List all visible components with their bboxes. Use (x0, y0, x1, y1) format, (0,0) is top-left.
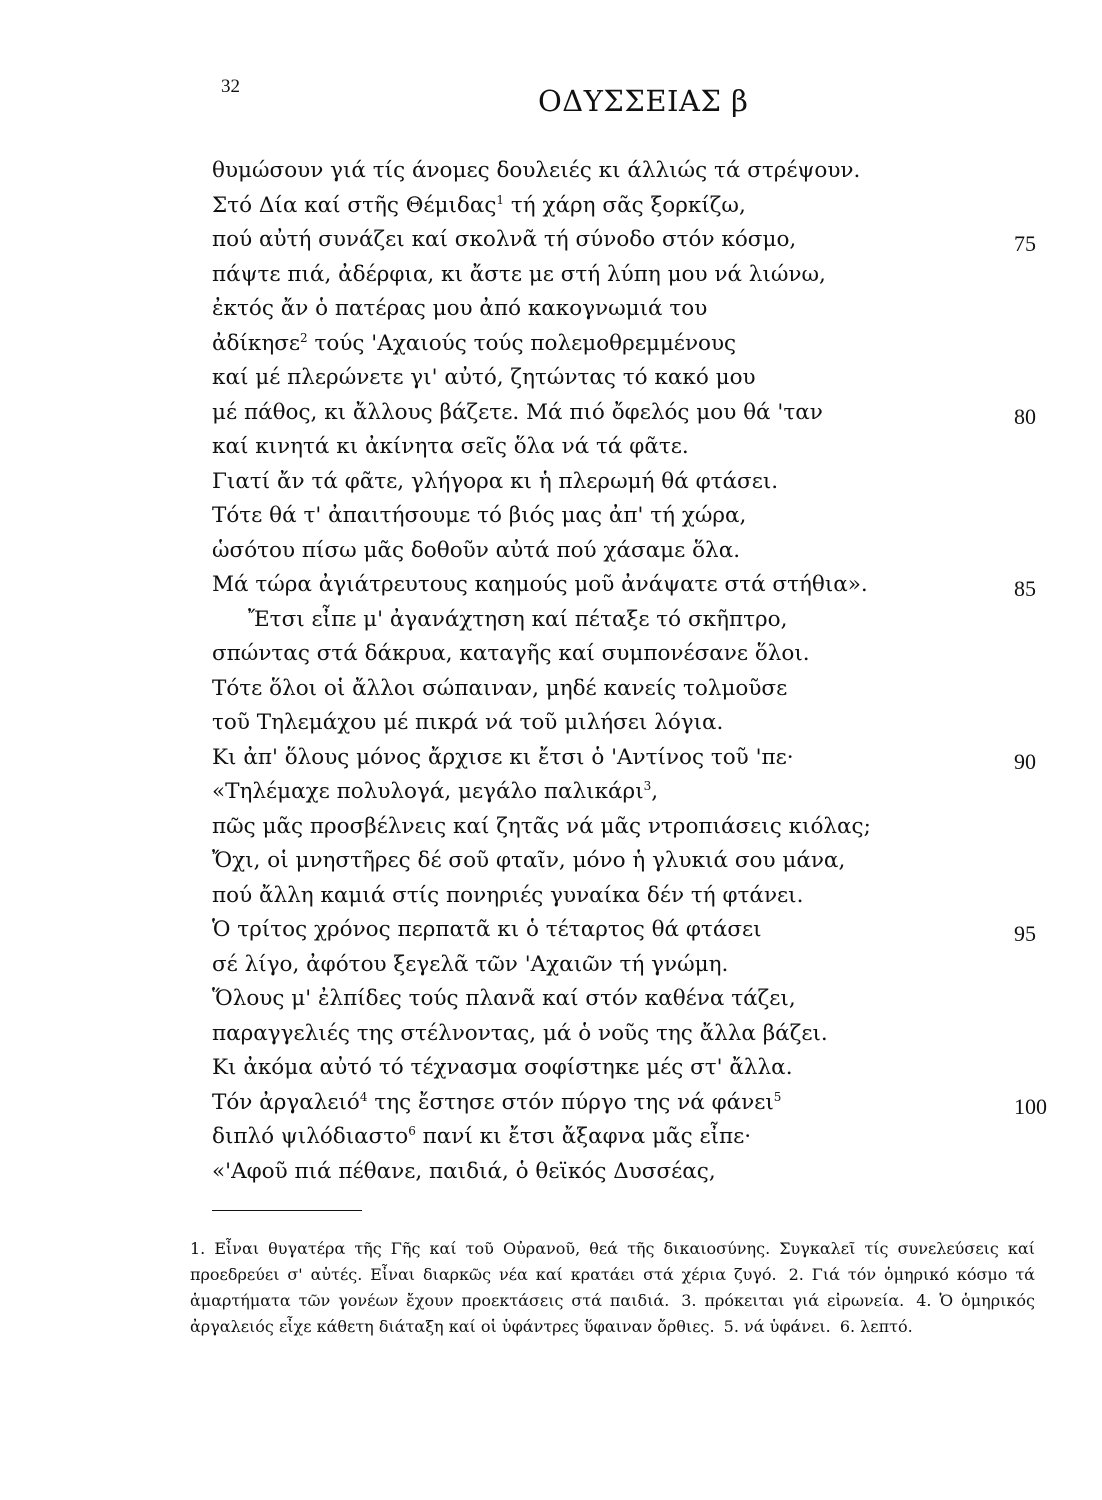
footnote-marker: 5 (773, 1089, 782, 1104)
footnote: 4. Ὁ ὁμηρικός ἀργαλειός εἶχε κάθετη διάταξη καί οἱ ὑφάντρες ὕφαιναν ὄρθιες. (190, 1291, 1036, 1336)
verse-line (212, 810, 1062, 845)
line-number: 90 (1014, 748, 1036, 774)
verse-text-part: καί μέ πλερώνετε γι' αὐτό, ζητώντας τό κακό μου (212, 365, 756, 390)
verse-text-part: πάψτε πιά, ἀδέρφια, κι ἄστε με στή λύπη μου νά λιώνω, (212, 261, 826, 287)
verse-text (212, 607, 787, 632)
verse-text-part: πῶς μᾶς προσβέλνεις καί ζητᾶς νά μᾶς ντροπιάσεις κιόλας; (212, 813, 871, 839)
verse-text-part: «Τηλέμαχε πολυλογά, μεγάλο παλικάρι (212, 779, 644, 804)
verse-text-part: Κι ἀκόμα αὐτό τό τέχνασμα σοφίστηκε μές στ' ἄλλα. (212, 1055, 793, 1080)
verse-text-part: Κι ἀπ' ὅλους μόνος ἄρχισε κι ἔτσι ὁ 'Αντίνος τοῦ 'πε· (212, 744, 794, 770)
verse-text (212, 365, 756, 390)
footnote-marker: 2 (300, 330, 308, 345)
verse-text-part: της ἔστησε στόν πύργο της νά φάνει (367, 1089, 774, 1115)
verse-text (212, 1124, 751, 1149)
verse-text-part: Γιατί ἄν τά φᾶτε, γλήγορα κι ἡ πλερωμή θά φτάσει. (212, 468, 779, 494)
verse-text-part: σπώντας στά δάκρυα, καταγῆς καί συμπονέσανε ὅλοι. (212, 641, 810, 666)
verse-text-part: ὡσότου πίσω μᾶς δοθοῦν αὐτά πού χάσαμε ὅλα. (212, 537, 741, 563)
verse-text-part: τή χάρη σᾶς ξορκίζω, (504, 192, 746, 218)
verse-text-part: τοῦ Τηλεμάχου μέ πικρά νά τοῦ μιλήσει λόγια. (212, 710, 724, 735)
verse-text (212, 1021, 828, 1046)
verse-line (212, 913, 1062, 948)
verse-text-part: Τόν ἀργαλειό (212, 1089, 360, 1115)
verse-text-part: «'Αφοῦ πιά πέθανε, παιδιά, ὁ θεϊκός Δυσσέας, (212, 1158, 716, 1184)
verse-text-part: Μά τώρα ἀγιάτρευτους καημούς μοῦ ἀνάψατε στά στήθια». (212, 572, 868, 597)
verse-line (212, 879, 1062, 914)
verse-line (212, 741, 1062, 776)
verse-line (212, 568, 1062, 603)
verse-text (212, 158, 860, 183)
verse-text-part: Ὄχι, οἱ μνηστῆρες δέ σοῦ φταῖν, μόνο ἡ γλυκιά σου μάνα, (212, 848, 846, 873)
line-number: 80 (1014, 403, 1036, 429)
verse-line (212, 844, 1062, 879)
verse-text (212, 814, 871, 839)
verse-text-part: σέ λίγο, ἀφότου ξεγελᾶ τῶν 'Αχαιῶν τή γνώμη. (212, 951, 729, 977)
footnote: 6. λεπτό. (839, 1317, 913, 1336)
verse-line (212, 775, 1062, 810)
verse-line (212, 1051, 1062, 1086)
verse-text-part: Στό Δία καί στῆς Θέμιδας (212, 192, 497, 218)
verse-text (212, 227, 796, 252)
verse-line (212, 258, 1062, 293)
verse-line (212, 154, 1062, 189)
verse-block (212, 154, 1062, 1189)
verse-line (212, 637, 1062, 672)
verse-text (212, 848, 845, 873)
verse-text-part: καί κινητά κι ἀκίνητα σεῖς ὅλα νά τά φᾶτε. (212, 434, 689, 459)
footnote-marker: 6 (408, 1123, 416, 1138)
verse-text-part: ἀδίκησε (212, 330, 301, 356)
verse-text-part: Ἔτσι εἶπε μ' ἀγανάχτηση καί πέταξε τό σκῆπτρο, (248, 606, 788, 632)
verse-text (212, 538, 740, 563)
verse-text-part: πού αὐτή συνάζει καί σκολνᾶ τή σύνοδο στόν κόσμο, (212, 227, 797, 252)
verse-line (212, 327, 1062, 362)
verse-line (212, 396, 1062, 431)
verse-line (212, 465, 1062, 500)
footnote: 2. Γιά τόν ὁμηρικό κόσμο τά ἁμαρτήματα τῶν γονέων ἔχουν προεκτάσεις στά παιδιά. (190, 1265, 1035, 1310)
verse-text (212, 503, 746, 528)
verse-line (212, 292, 1062, 327)
verse-text (212, 883, 803, 908)
verse-text-part: , (651, 779, 659, 804)
verse-text-part: Ὁ τρίτος χρόνος περπατᾶ κι ὁ τέταρτος θά φτάσει (212, 917, 762, 942)
verse-text (212, 952, 728, 977)
verse-text-part: Ὅλους μ' ἐλπίδες τούς πλανᾶ καί στόν καθένα τάζει, (212, 986, 796, 1011)
footnote: 1. Εἶναι θυγατέρα τῆς Γῆς καί τοῦ Οὐρανοῦ, θεά τῆς δικαιοσύνης. Συγκαλεῖ τίς συνελεύσεις καί προεδρεύει σ' αὐτές. Εἶναι διαρκῶς νέα καί κρατάει στά χέρια ζυγό. (190, 1239, 1035, 1284)
verse-text-part: Τότε θά τ' ἀπαιτήσουμε τό βιός μας ἀπ' τή χώρα, (212, 503, 747, 528)
verse-text (212, 400, 823, 425)
verse-line (212, 223, 1062, 258)
footnote-marker: 1 (496, 192, 505, 207)
verse-line (212, 499, 1062, 534)
verse-text-part: Τότε ὅλοι οἱ ἄλλοι σώπαιναν, μηδέ κανείς τολμοῦσε (212, 675, 788, 701)
verse-line (212, 430, 1062, 465)
verse-text (212, 917, 762, 942)
verse-line (212, 672, 1062, 707)
verse-line (212, 982, 1062, 1017)
line-number: 75 (1014, 231, 1036, 256)
footnote-divider (212, 1210, 362, 1211)
verse-text-part: θυμώσουν γιά τίς άνομες δουλειές κι άλλιώς τά στρέψουν. (212, 158, 861, 183)
page-number: 32 (221, 76, 240, 97)
verse-text (212, 434, 689, 459)
verse-text (212, 469, 778, 494)
page-title: ΟΔΥΣΣΕΙΑΣ β (538, 84, 749, 118)
verse-text (212, 676, 787, 701)
verse-line (212, 706, 1062, 741)
footnote-marker: 3 (643, 778, 652, 793)
verse-text (212, 986, 796, 1011)
verse-text (212, 193, 746, 218)
verse-text (212, 1159, 716, 1184)
verse-text (212, 779, 658, 804)
verse-text-part: τούς 'Αχαιούς τούς πολεμοθρεμμένους (307, 330, 737, 356)
verse-line (212, 1155, 1062, 1190)
footnote: 5. νά ὑφάνει. (723, 1317, 831, 1336)
line-number: 100 (1014, 1093, 1047, 1119)
verse-text (212, 745, 794, 770)
verse-text-part: παραγγελιές της στέλνοντας, μά ὁ νοῦς της ἄλλα βάζει. (212, 1020, 828, 1046)
verse-text-part: ἐκτός ἄν ὁ πατέρας μου ἀπό κακογνωμιά του (212, 296, 708, 321)
verse-line (212, 1086, 1062, 1121)
verse-line (212, 1120, 1062, 1155)
footnotes (190, 1236, 1035, 1340)
verse-line (212, 603, 1062, 638)
verse-text (212, 331, 736, 356)
verse-line (212, 948, 1062, 983)
verse-text (212, 262, 826, 287)
verse-text (212, 572, 868, 597)
verse-text (212, 296, 707, 321)
verse-text (212, 1090, 781, 1115)
verse-text-part: πανί κι ἔτσι ἄξαφνα μᾶς εἶπε· (415, 1124, 752, 1149)
verse-text (212, 710, 723, 735)
verse-text (212, 1055, 793, 1080)
verse-line (212, 361, 1062, 396)
verse-line (212, 1017, 1062, 1052)
verse-text-part: πού ἄλλη καμιά στίς πονηριές γυναίκα δέν τή φτάνει. (212, 882, 804, 908)
line-number: 95 (1014, 921, 1036, 946)
verse-text-part: μέ πάθος, κι ἄλλους βάζετε. Μά πιό ὄφελός μου θά 'ταν (212, 399, 823, 425)
verse-line (212, 189, 1062, 224)
verse-text (212, 641, 810, 666)
footnote-marker: 4 (359, 1089, 368, 1104)
footnote: 3. πρόκειται γιά εἰρωνεία. (681, 1291, 905, 1310)
verse-line (212, 534, 1062, 569)
verse-text-part: διπλό ψιλόδιαστο (212, 1124, 409, 1149)
line-number: 85 (1014, 576, 1036, 601)
